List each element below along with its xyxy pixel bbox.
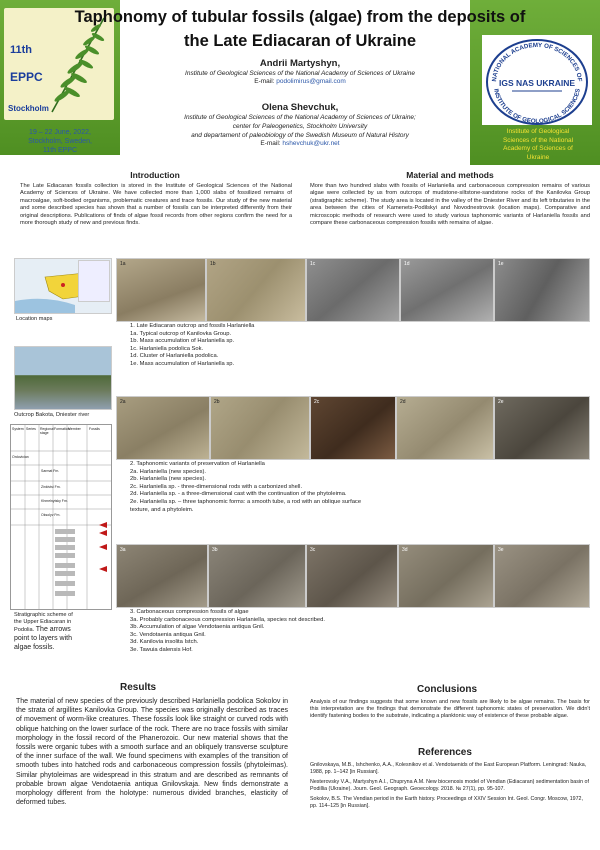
strat-header-system: System (12, 427, 24, 431)
reference-item: Nesterovsky V.A., Martyshyn A.I., Chupryna A.M. New biocenosis model of Vendian (Ediacaran) sedimentation basin of Podillia (Ukraine). Journ. Geol. Geograph. Geoecology. 2018. № 27(1), pp. 95-107. (310, 779, 589, 792)
label-2a: 2a (120, 399, 126, 405)
photo-1e (494, 258, 590, 322)
figure-2-caption: 2. Taphonomic variants of preservation of Harlaniella 2a. Harlaniella (new species). 2b. Harlaniella (new species). 2c. Harlaniella sp. - three-dimensional rods with a carbonized shell. 2d. Harlaniella sp. - a three-dimensional cast with the continuation of the phytoleima. 2e. Harlaniella sp. – three taphonomic forms: a smooth tube, a rod with an oblique surface texture, and a phytoleim. (130, 461, 362, 513)
label-1e: 1e (498, 261, 504, 267)
svg-text:IGS NAS UKRAINE: IGS NAS UKRAINE (498, 78, 576, 88)
label-3c: 3c (310, 547, 316, 553)
reference-item: Sokolov, B.S. The Vendian period in the Earth history. Proceedings of XXIV Session Int. Geol. Congr. Moscow, 1972, pp. 114–125 [in Russian]. (310, 796, 583, 809)
figure-1-caption: 1. Late Ediacaran outcrop and fossils Harlaniella 1a. Typical outcrop of Kanilovka Group. 1b. Mass accumulation of Harlaniella sp. 1c. Harlaniella podolica Sok. 1d. Cluster of Harlaniella podolica. 1e. Mass accumulation of Harlaniella sp. (130, 323, 255, 367)
label-3d: 3d (402, 547, 408, 553)
conference-number: 11th (10, 44, 33, 56)
methods-heading: Material and methods (406, 170, 494, 180)
nas-logo (482, 35, 592, 125)
label-1d: 1d (404, 261, 410, 267)
author-2: Olena Shevchuk, Institute of Geological Sciences of the National Academy of Sciences of Ukraine; center for Paleogenetics, Stockholm University and departament of paleobiology of the Swedish Museum of Natural History E-mail: hshevchuk@ukr.net (184, 102, 416, 147)
strat-chart-graphic (11, 425, 111, 609)
label-2b: 2b (214, 399, 220, 405)
conference-acronym: EPPC (10, 70, 43, 84)
results-heading: Results (120, 682, 157, 693)
photo-1a (116, 258, 206, 322)
references-heading: References (418, 747, 472, 758)
photo-2e (494, 396, 590, 460)
label-3e: 3e (498, 547, 504, 553)
photo-1c (306, 258, 400, 322)
photo-2a (116, 396, 210, 460)
stratigraphic-scheme (10, 424, 112, 610)
location-map-caption: Location maps (16, 316, 53, 322)
photo-1b (206, 258, 306, 322)
conference-city: Stockholm (8, 104, 49, 113)
figure-3-caption: 3. Carbonaceous compression fossils of algae 3a. Probably carbonaceous compression Harlaniella, species not described. 3b. Accumulation of algae Vendotaenia antiqua Gnil. 3c. Vendotaenia antiqua Gnil. 3d. Kanilovia insolita Istch. 3e. Tawuia dalensis Hof. (130, 609, 325, 653)
photo-2c (310, 396, 396, 460)
outcrop-photo (14, 346, 112, 410)
strat-header-stage: Regional stage (40, 427, 54, 435)
poster-title: Taphonomy of tubular fossils (algae) from the deposits of the Late Ediacaran of Ukraine (74, 8, 526, 50)
label-2e: 2e (498, 399, 504, 405)
photo-3b (208, 544, 306, 608)
strat-row: Sarmat Fm. (41, 469, 60, 473)
label-2d: 2d (400, 399, 406, 405)
strat-row: Oksolyv Fm. (41, 513, 61, 517)
label-3b: 3b (212, 547, 218, 553)
conclusions-text: Analysis of our findings suggests that some known and new fossils are likely to be algae remains. The basis for this interpretation are the findings that demonstrate the different taphonomic states of preservation. We didn't identify fastening bodies to the substrate, indicating a planktonic way of existence of these probable algae. (310, 699, 590, 720)
methods-text: More than two hundred slabs with fossils of Harlaniella and carbonaceous compression remains of various algae were collected by us from outcrops of mudstone-siltstone-sandstone rocks of the Kanilovka Group (stratigraphic scheme). The study area is located in the valley of the Dniester River and its left tributaries in the area between the cities of Kamenets-Podilskyi and Novodnestrovsk (location maps). Comparative and microscopic methods of research were used to study various taphonomic variants of Harlaniella fossils and compare these carbonaceous compression fossils with remains of algae. (310, 183, 590, 227)
svg-text:NATIONAL ACADEMY OF SCIENCES O: NATIONAL ACADEMY OF SCIENCES OF (490, 41, 584, 82)
strat-row: Zinkivtsi Fm. (41, 485, 61, 489)
conference-date: 19 – 22 June, 2022, Stockholm, Sweden, 11th EPPC (28, 129, 92, 154)
strat-header-formation: Formation (54, 427, 70, 431)
references-list (310, 762, 590, 810)
reference-item: Gnilovskaya, M.B., Ishchenko, A.A., Kolesnikov et al. Vendotaenids of the East European Platform. Leningrad: Nauka, 1988, pp. 1–142 [in Russian]. (310, 762, 587, 775)
label-3a: 3a (120, 547, 126, 553)
institute-name-right: Institute of Geological Sciences of the National Academy of Sciences of Ukraine (502, 128, 574, 161)
location-map-inset (78, 260, 110, 302)
strat-header-series: Series (26, 427, 36, 431)
strat-header-member: Member (68, 427, 81, 431)
photo-2b (210, 396, 310, 460)
label-1c: 1c (310, 261, 316, 267)
outcrop-caption: Outcrop Bakota, Dniester river (14, 412, 90, 418)
strat-caption: Stratigraphic scheme of the Upper Ediacaran in Podolia. The arrows point to layers with algae fossils. (14, 612, 73, 651)
institute-seal-icon (482, 35, 592, 125)
photo-1d (400, 258, 494, 322)
author-1-email[interactable]: podolimirus@gmail.com (276, 78, 346, 85)
svg-text:INSTITUTE OF GEOLOGICAL SCIENC: INSTITUTE OF GEOLOGICAL SCIENCES (492, 88, 582, 125)
conclusions-heading: Conclusions (417, 684, 478, 695)
author-2-email[interactable]: hshevchuk@ukr.net (282, 140, 340, 147)
photo-3a (116, 544, 208, 608)
strat-row: Ordovician (12, 455, 29, 459)
strat-row: Khmelnytsky Fm. (41, 499, 68, 503)
photo-3e (494, 544, 590, 608)
results-text: The material of new species of the previously described Harlaniella podolica Sokolov in the strata of argillites Kanilovka Group. The species was originally described as traces of movement of worm-like creatures. These fossils look like straight or curved rods with oblique hatching on the lower surface of the rock. There are no trace fossils with similar morphology in the fossil record of the Phanerozoic. Our new material shows that the fossils were organic tubes with a smooth surface and an obliquely transverse sculpture of the inner surface of the wall. We found specimens with examples of the transition of smooth tubes into hatched rods and carbonaceous compression fossils (phytoleimas). Similar phytoleimas are widespread in this stratum and are described as remnants of probable brown algae Vendotaenia antiqua Gnilovskaja. New finds demonstrate a morphology different from the holotype: numerous divided branches, elasticity of deformed tubes. (16, 698, 288, 807)
label-1a: 1a (120, 261, 126, 267)
author-1: Andrii Martyshyn, Institute of Geological Sciences of the National Academy of Sciences of Ukraine E-mail: podolimirus@gmail.com (185, 58, 415, 85)
introduction-text: The Late Ediacaran fossils collection is stored in the Institute of Geological Sciences of the National Academy of Sciences of Ukraine. We have collected more than 1,000 slabs of fossilized remains of macroalgae, soft-bodied organisms, problematic creatures and trace fossils. Our study of the new material and some described species has shown that a number of fossils can be interpreted differently from their original descriptions. Publications of finds of algae fossil records from other regions confirm the need for a more thorough study of new and previous finds. (20, 183, 292, 227)
photo-2d (396, 396, 494, 460)
photo-3d (398, 544, 494, 608)
strat-header-fossils: Fossils (89, 427, 100, 431)
introduction-heading: Introduction (130, 170, 180, 180)
label-2c: 2c (314, 399, 320, 405)
photo-3c (306, 544, 398, 608)
label-1b: 1b (210, 261, 216, 267)
